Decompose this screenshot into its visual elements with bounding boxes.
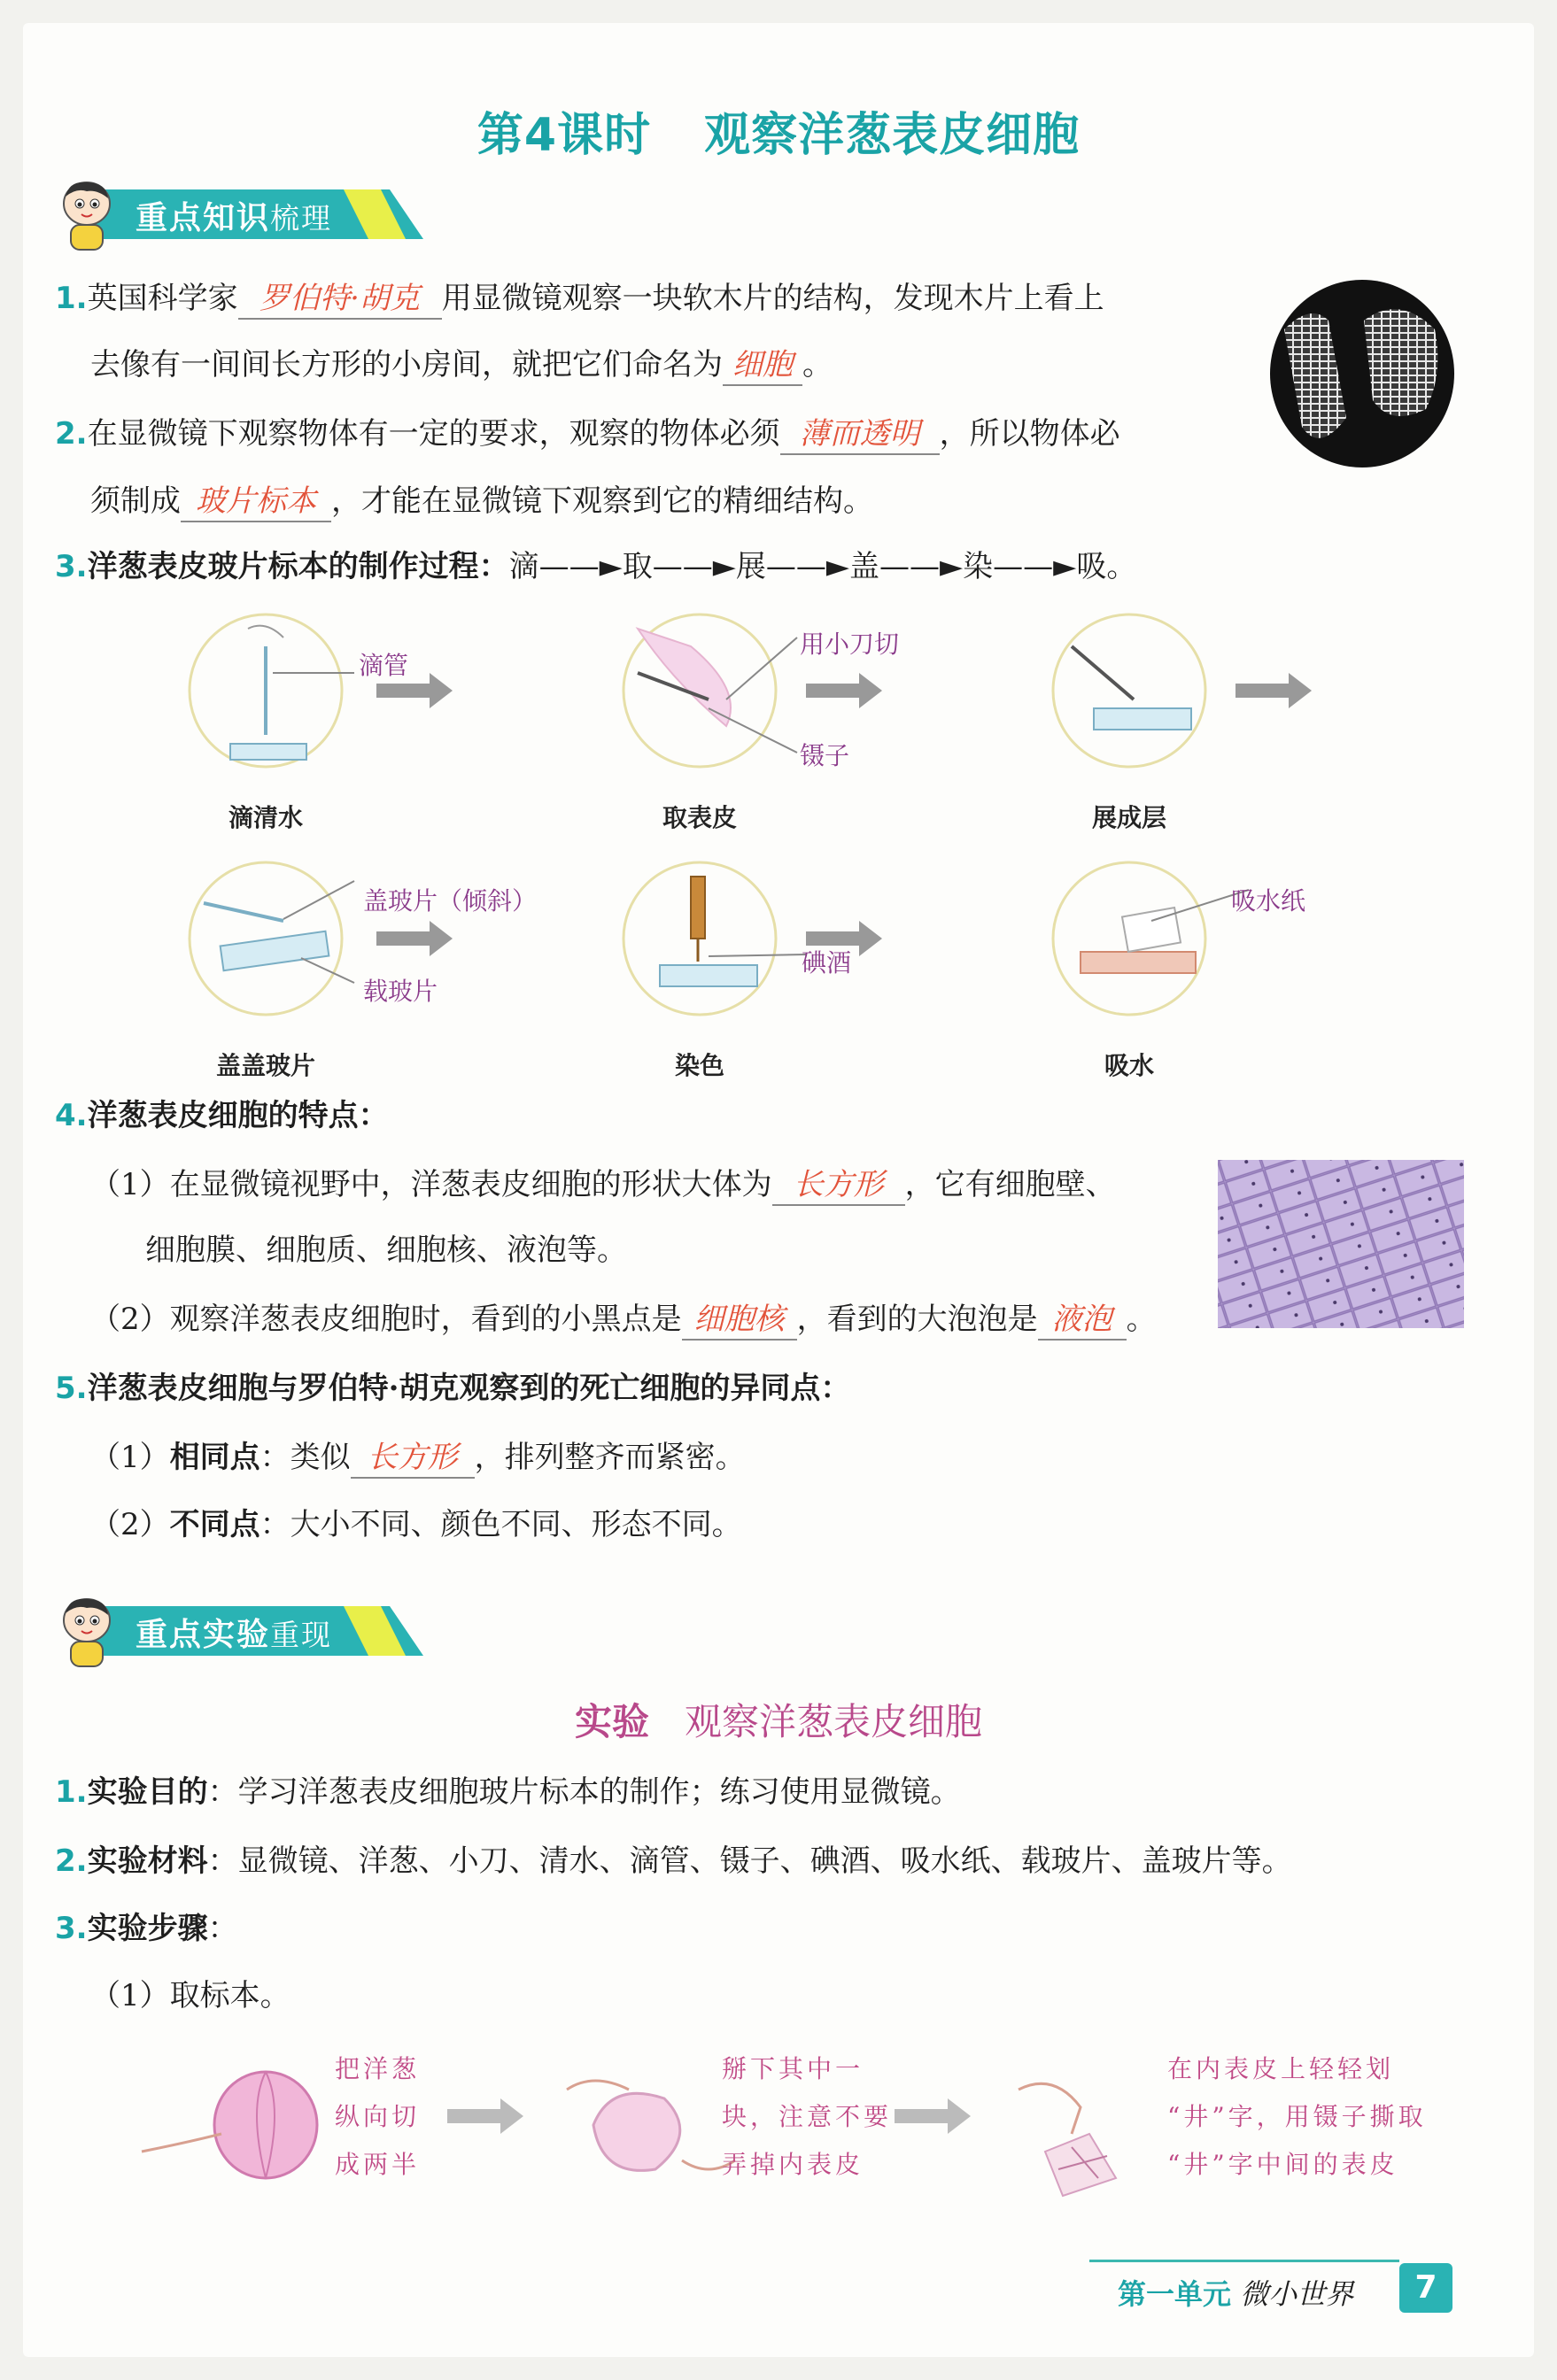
cartoon-kid-icon xyxy=(51,1594,120,1668)
banner-experiment-tail: 重现 xyxy=(270,1618,333,1652)
onion-cell-micrograph xyxy=(1218,1160,1464,1328)
caption-step-5: 染色 xyxy=(674,1051,724,1080)
label-dropper: 滴管 xyxy=(359,651,409,680)
banner-knowledge-main: 重点知识 xyxy=(136,200,271,236)
caption-step-2: 取表皮 xyxy=(662,803,737,832)
label-slide: 载玻片 xyxy=(363,977,438,1006)
label-blotting-paper: 吸水纸 xyxy=(1231,886,1306,916)
knowledge-item-2-line1: 2.在显微镜下观察物体有一定的要求，观察的物体必须 薄而透明 ，所以物体必 xyxy=(55,414,1120,455)
cork-cell-micrograph xyxy=(1267,276,1458,471)
caption-step-6: 吸水 xyxy=(1104,1051,1154,1080)
cartoon-kid-icon xyxy=(51,177,120,251)
knowledge-item-4-head: 4.洋葱表皮细胞的特点： xyxy=(55,1098,389,1133)
answer-blank: 细胞核 xyxy=(682,1300,797,1341)
answer-blank: 罗伯特·胡克 xyxy=(238,279,442,320)
knowledge-item-4-p1: （1）在显微镜视野中，洋葱表皮细胞的形状大体为 长方形 ，它有细胞壁、 xyxy=(90,1165,1116,1206)
answer-blank: 玻片标本 xyxy=(181,482,331,522)
lesson-topic: 观察洋葱表皮细胞 xyxy=(704,109,1081,162)
slide-preparation-diagram xyxy=(177,611,1373,1071)
footer-rule xyxy=(1089,2260,1399,2262)
section-banner-experiment xyxy=(51,1594,432,1670)
answer-blank: 细胞 xyxy=(723,345,802,386)
caption-step-1: 滴清水 xyxy=(228,803,303,832)
caption-step-4: 盖盖玻片 xyxy=(215,1051,315,1080)
experiment-materials: 2.实验材料：显微镜、洋葱、小刀、清水、滴管、镊子、碘酒、吸水纸、载玻片、盖玻片等。 xyxy=(55,1843,1292,1879)
knowledge-item-5-p1: （1）相同点：类似 长方形 ，排列整齐而紧密。 xyxy=(90,1438,746,1479)
answer-blank: 液泡 xyxy=(1038,1300,1127,1341)
knowledge-item-5-head: 5.洋葱表皮细胞与罗伯特·胡克观察到的死亡细胞的异同点： xyxy=(55,1371,851,1406)
knowledge-item-1-line2: 去像有一间间长方形的小房间，就把它们命名为 细胞 。 xyxy=(90,345,833,386)
banner-knowledge-tail: 梳理 xyxy=(270,201,333,236)
knowledge-item-4-p2: （2）观察洋葱表皮细胞时，看到的小黑点是 细胞核 ，看到的大泡泡是 液泡 。 xyxy=(90,1300,1157,1341)
label-cover-slip: 盖玻片（倾斜） xyxy=(363,886,538,916)
banner-experiment-main: 重点实验 xyxy=(136,1617,271,1653)
answer-blank: 长方形 xyxy=(351,1438,475,1479)
lesson-number: 第4课时 xyxy=(476,109,652,162)
specimen-step-c: 在内表皮上轻轻划 “井”字，用镊子撕取 “井”字中间的表皮 xyxy=(1167,2054,1427,2179)
knowledge-item-4-p1-cont: 细胞膜、细胞质、细胞核、液泡等。 xyxy=(145,1232,627,1268)
page-title xyxy=(0,97,1557,164)
knowledge-item-2-line2: 须制成 玻片标本 ，才能在显微镜下观察到它的精细结构。 xyxy=(90,482,873,522)
knowledge-item-3: 3.洋葱表皮玻片标本的制作过程：滴——►取——►展——►盖——►染——►吸。 xyxy=(55,549,1137,584)
experiment-purpose: 1.实验目的：学习洋葱表皮细胞玻片标本的制作；练习使用显微镜。 xyxy=(55,1774,961,1810)
label-tweezers: 镊子 xyxy=(800,741,850,770)
knowledge-item-1-line1: 1.英国科学家 罗伯特·胡克 用显微镜观察一块软木片的结构，发现木片上看上 xyxy=(55,279,1104,320)
answer-blank: 薄而透明 xyxy=(780,414,940,455)
section-banner-knowledge xyxy=(51,177,432,253)
experiment-step-1: （1）取标本。 xyxy=(90,1978,290,2013)
answer-blank: 长方形 xyxy=(772,1165,905,1206)
page-number: 7 xyxy=(1399,2263,1452,2313)
specimen-step-a: 把洋葱 纵向切 成两半 xyxy=(335,2054,421,2179)
label-knife: 用小刀切 xyxy=(800,630,900,659)
label-iodine: 碘酒 xyxy=(802,948,852,978)
caption-step-3: 展成层 xyxy=(1091,803,1166,832)
experiment-title: 实验 观察洋葱表皮细胞 xyxy=(574,1700,983,1743)
footer-unit: 第一单元 微小世界 xyxy=(1118,2277,1354,2311)
knowledge-item-5-p2: （2）不同点：大小不同、颜色不同、形态不同。 xyxy=(90,1507,742,1542)
specimen-step-b: 掰下其中一 块，注意不要 弄掉内表皮 xyxy=(722,2054,893,2179)
experiment-steps-head: 3.实验步骤： xyxy=(55,1911,238,1946)
